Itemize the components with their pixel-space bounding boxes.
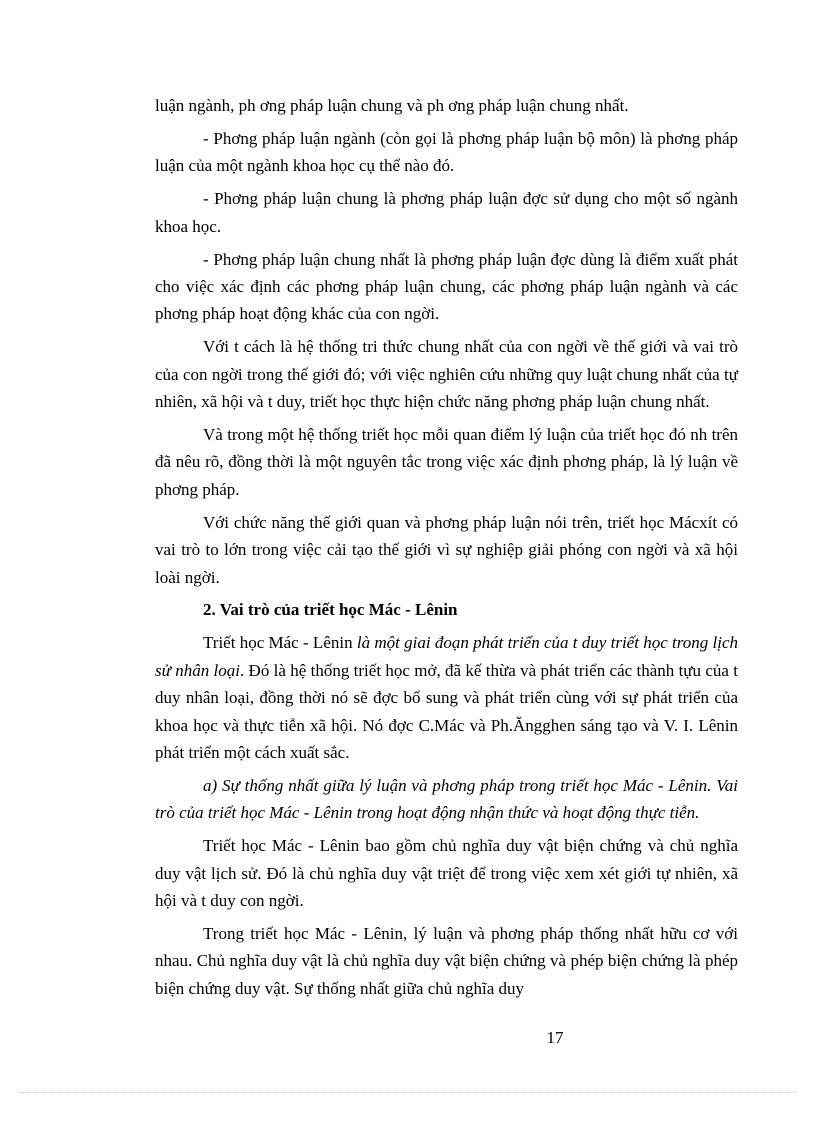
paragraph xyxy=(155,920,738,1002)
text-run: - Phơng pháp luận chung là phơng pháp luận đợc sử dụng cho một số ngành khoa học. xyxy=(155,189,738,236)
text-run: - Phơng pháp luận ngành (còn gọi là phơng pháp luận bộ môn) là phơng pháp luận của một ngành khoa học cụ thể nào đó. xyxy=(155,128,738,176)
text-run: Triết học Mác - Lênin xyxy=(203,633,357,653)
paragraph xyxy=(155,125,738,180)
paragraph xyxy=(155,92,738,119)
text-run: Và trong một hệ thống triết học mỗi quan điểm lý luận của triết học đó nh trên đã nêu rõ, đồng thời là một nguyên tắc trong việc xác định phơng pháp, là lý luận về phơng pháp. xyxy=(155,424,738,499)
paragraph xyxy=(155,333,738,415)
section-heading xyxy=(155,596,738,623)
paragraph xyxy=(155,629,738,766)
paragraph xyxy=(155,246,738,328)
italic-text-run: a) Sự thống nhất giữa lý luận và phơng pháp trong triết học Mác - Lênin. Vai trò của triết học Mác - Lênin trong hoạt động nhận thức và hoạt động thực tiễn. xyxy=(155,775,738,823)
body-text xyxy=(155,92,738,1002)
paragraph xyxy=(155,421,738,503)
text-run: Triết học Mác - Lênin bao gồm chủ nghĩa duy vật biện chứng và chủ nghĩa duy vật lịch sử. Đó là chủ nghĩa duy vật triệt để trong việc xem xét giới tự nhiên, xã hội và t duy con ngời. xyxy=(155,836,738,910)
text-run: . Đó là hệ thống triết học mở, đã kế thừa và phát triển các thành tựu của t duy nhân loại, đồng thời nó sẽ đợc bổ sung và phát triển cùng với sự phát triển của khoa học và thực tiễn xã hội. Nó đợc C.Mác và Ph.Ăngghen sáng tạo và V. I. Lênin phát triển một cách xuất sắc. xyxy=(155,660,738,762)
text-run: Với chức năng thế giới quan và phơng pháp luận nói trên, triết học Mácxít có vai trò to lớn trong việc cải tạo thế giới vì sự nghiệp giải phóng con ngời và xã hội loài ngời. xyxy=(155,512,738,587)
paragraph xyxy=(155,832,738,914)
text-run: luận ngành, ph ơng pháp luận chung và ph ơng pháp luận chung nhất. xyxy=(155,96,629,115)
paragraph xyxy=(155,772,738,827)
paragraph xyxy=(155,185,738,240)
text-run: 2. Vai trò của triết học Mác - Lênin xyxy=(203,600,458,620)
page-number: 17 xyxy=(546,1028,564,1047)
italic-text-run: là một giai đoạn phát triển của t duy triết học trong lịch sử nhân loại xyxy=(155,633,738,680)
text-run: Trong triết học Mác - Lênin, lý luận và phơng pháp thống nhất hữu cơ với nhau. Chủ nghĩa duy vật là chủ nghĩa duy vật biện chứng và phép biện chứng là phép biện chứng duy vật. Sự thống nhất giữa chủ nghĩa duy xyxy=(155,923,738,998)
text-run: Với t cách là hệ thống tri thức chung nhất của con ngời về thế giới và vai trò của con ngời trong thế giới đó; với việc nghiên cứu những quy luật chung nhất của tự nhiên, xã hội và t duy, triết học thực hiện chức năng phơng pháp luận chung nhất. xyxy=(155,337,738,412)
paragraph xyxy=(155,509,738,591)
page-edge-divider xyxy=(20,1092,796,1093)
text-run: - Phơng pháp luận chung nhất là phơng pháp luận đợc dùng là điểm xuất phát cho việc xác định các phơng pháp luận chung, các phơng pháp luận ngành và các phơng pháp hoạt động khác của con ngời. xyxy=(155,249,738,324)
